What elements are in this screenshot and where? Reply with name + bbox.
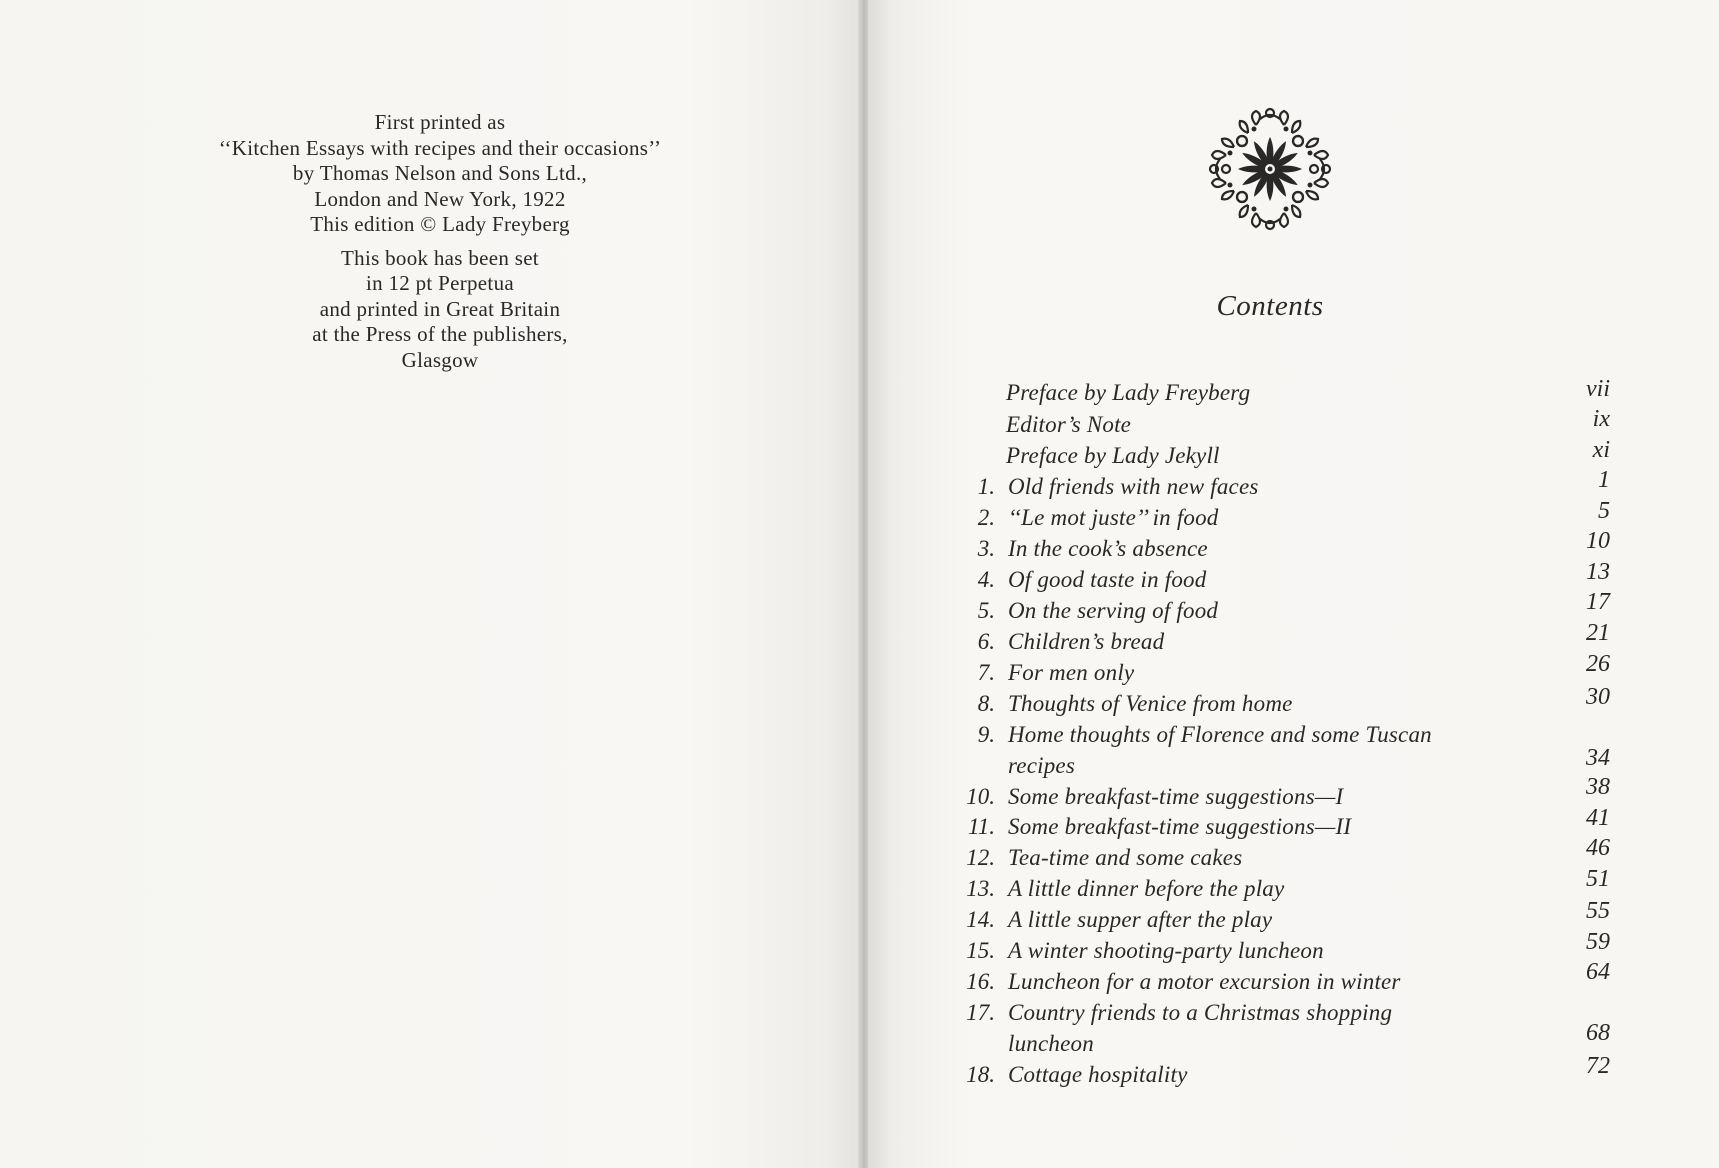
printing-line: and printed in Great Britain <box>319 296 561 321</box>
toc-chapter-number: 10. <box>966 784 995 809</box>
toc-chapter-number: 6. <box>977 629 995 654</box>
toc-chapter-number: 3. <box>977 536 995 561</box>
toc-entry-title: On the serving of food <box>1008 598 1219 623</box>
toc-entry-page: 5 <box>1598 498 1610 524</box>
imprint-line: First printed as <box>374 110 506 134</box>
toc-entry-page: 38 <box>1586 774 1610 800</box>
toc-entry-title: Country friends to a Christmas shopping <box>1008 1000 1393 1025</box>
toc-entry-page: 13 <box>1586 559 1610 585</box>
toc-entry-page: 30 <box>1586 684 1610 710</box>
toc-entry-title: For men only <box>1008 660 1135 685</box>
toc-entry-title: Of good taste in food <box>1008 567 1207 592</box>
toc-entry-title: Preface by Lady Freyberg <box>1006 380 1251 405</box>
toc-entry-title: A winter shooting-party luncheon <box>1008 938 1324 963</box>
toc-chapter-number: 16. <box>966 969 995 994</box>
toc-entry-title: Editor’s Note <box>1006 412 1132 437</box>
toc-entry-page: 17 <box>1586 589 1610 615</box>
toc-entry-title: Some breakfast-time suggestions—II <box>1008 814 1352 839</box>
toc-entry-title: Tea-time and some cakes <box>1008 845 1243 870</box>
printing-line: Glasgow <box>401 347 479 372</box>
toc-entry-title: Luncheon for a motor excursion in winter <box>1008 969 1401 994</box>
toc-entry-page: 1 <box>1598 467 1610 493</box>
imprint-line: This edition © Lady Freyberg <box>310 212 570 236</box>
printing-line: in 12 pt Perpetua <box>366 271 514 295</box>
toc-entry-page: 26 <box>1586 651 1610 677</box>
toc-entry-title: In the cook’s absence <box>1008 536 1208 561</box>
toc-entry-title: Some breakfast-time suggestions—I <box>1008 784 1344 809</box>
toc-chapter-number: 2. <box>977 505 995 530</box>
toc-entry-page: 51 <box>1586 866 1610 892</box>
toc-entry-page: 41 <box>1586 805 1610 831</box>
toc-entry-title: ‘‘Le mot juste’’ in food <box>1008 505 1219 530</box>
toc-entry-title-continued: recipes <box>1008 753 1075 778</box>
toc-entry-title: Home thoughts of Florence and some Tuscan <box>1008 722 1432 747</box>
imprint-line: by Thomas Nelson and Sons Ltd., <box>292 161 588 185</box>
printing-line: This book has been set <box>341 245 539 270</box>
toc-entry-title: Preface by Lady Jekyll <box>1006 443 1220 468</box>
toc-entry-page: 59 <box>1586 929 1610 955</box>
contents-heading: Contents <box>1216 290 1324 322</box>
toc-chapter-number: 4. <box>977 567 995 592</box>
toc-chapter-number: 15. <box>966 938 995 963</box>
toc-entry-title: A little dinner before the play <box>1008 876 1285 901</box>
toc-chapter-number: 7. <box>977 660 995 685</box>
toc-entry-title: Children’s bread <box>1008 629 1165 654</box>
toc-entry-page: 21 <box>1586 620 1610 646</box>
toc-entry-title: Cottage hospitality <box>1008 1062 1188 1087</box>
imprint-line: ‘‘Kitchen Essays with recipes and their occasions’’ <box>218 135 662 160</box>
toc-entry-page: 64 <box>1586 959 1610 985</box>
toc-entry-page: xi <box>1592 437 1610 463</box>
toc-chapter-number: 11. <box>967 814 995 839</box>
toc-entry-page: 46 <box>1586 835 1610 861</box>
toc-chapter-number: 1. <box>977 474 995 499</box>
toc-chapter-number: 14. <box>966 907 995 932</box>
toc-chapter-number: 5. <box>977 598 995 623</box>
toc-entry-page: 34 <box>1586 745 1610 771</box>
toc-chapter-number: 9. <box>977 722 995 747</box>
toc-entry-page: vii <box>1586 376 1610 402</box>
toc-entry-page: 55 <box>1586 898 1610 924</box>
toc-chapter-number: 13. <box>966 876 995 901</box>
toc-chapter-number: 17. <box>966 1000 995 1025</box>
toc-chapter-number: 18. <box>966 1062 995 1087</box>
toc-entry-page: 68 <box>1586 1020 1610 1046</box>
toc-chapter-number: 8. <box>977 691 995 716</box>
toc-entry-page: ix <box>1592 406 1610 432</box>
toc-chapter-number: 12. <box>966 845 995 870</box>
toc-entry-title: Thoughts of Venice from home <box>1008 691 1293 716</box>
toc-entry-title: A little supper after the play <box>1008 907 1273 932</box>
toc-entry-title: Old friends with new faces <box>1008 474 1259 499</box>
toc-entry-page: 72 <box>1586 1053 1610 1079</box>
printing-line: at the Press of the publishers, <box>312 322 568 346</box>
imprint-line: London and New York, 1922 <box>314 186 566 211</box>
toc-entry-title-continued: luncheon <box>1008 1031 1094 1056</box>
toc-entry-page: 10 <box>1586 528 1610 554</box>
